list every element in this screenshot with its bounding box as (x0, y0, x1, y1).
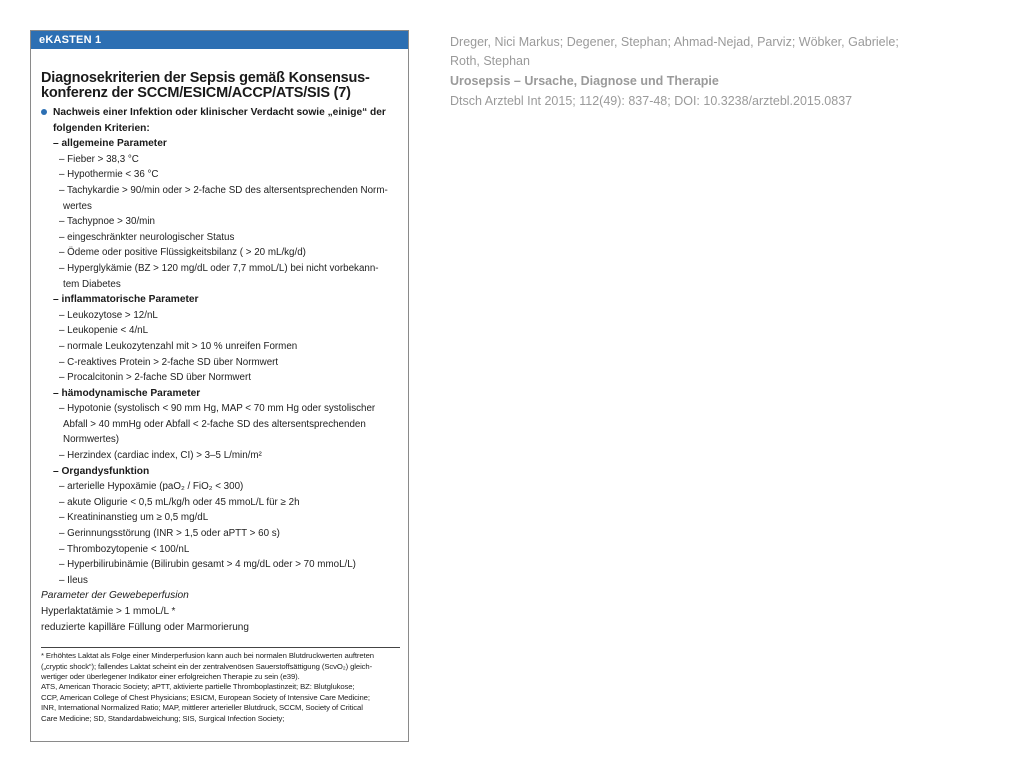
intro-line: Nachweis einer Infektion oder klinischer Verdacht sowie „einige“ der (53, 107, 386, 118)
footnote-line: wertiger oder überlegener Indikator einer erfolgreichen Therapie zu sein (e39). (41, 672, 300, 681)
citation-block (450, 33, 970, 111)
criterion-line: – arterielle Hypoxämie (paO₂ / FiO₂ < 300) (59, 481, 244, 493)
criterion-line: – akute Oligurie < 0,5 mL/kg/h oder 45 mmoL/L für ≥ 2h (59, 496, 300, 508)
footnote-line: INR, International Normalized Ratio; MAP, mittlerer arterieller Blutdruck, SCCM, Society of Critical (41, 703, 363, 713)
criterion-line: wertes (63, 200, 92, 212)
footnote-line: Care Medicine; SD, Standardabweichung; SIS, Surgical Infection Society; (41, 713, 285, 723)
intro-line: folgenden Kriterien: (53, 122, 150, 134)
criterion-line: – Hyperbilirubinämie (Bilirubin gesamt > 4 mg/dL oder > 70 mmoL/L) (59, 559, 356, 571)
criterion-line: – Herzindex (cardiac index, CI) > 3–5 L/min/m² (59, 450, 262, 462)
criterion-line: – Kreatininanstieg um ≥ 0,5 mg/dL (59, 512, 209, 524)
perfusion-line: Hyperlaktatämie > 1 mmoL/L * (41, 606, 176, 617)
document-body (31, 71, 408, 724)
ekasten-document (30, 30, 409, 742)
criterion-line: Abfall > 40 mmHg oder Abfall < 2-fache SD des altersentsprechenden (63, 418, 366, 430)
footnote-line: CCP, American College of Chest Physicians; ESICM, European Society of Intensive Care Medicine; (41, 692, 370, 702)
title-line: konferenz der SCCM/ESICM/ACCP/ATS/SIS (7) (41, 85, 351, 101)
document-title (41, 71, 400, 101)
perfusion-line: reduzierte kapilläre Füllung oder Marmorierung (41, 621, 249, 633)
citation-authors (450, 33, 970, 71)
criterion-line: – Leukozytose > 12/nL (59, 309, 158, 321)
intro-criteria (41, 105, 400, 136)
criterion-line: – Gerinnungsstörung (INR > 1,5 oder aPTT > 60 s) (59, 528, 280, 540)
authors-line: Roth, Stephan (450, 54, 530, 68)
document-header: eKASTEN 1 (31, 31, 408, 49)
perfusion-heading: Parameter der Gewebeperfusion (41, 590, 189, 602)
criterion-line: – Procalcitonin > 2-fache SD über Normwert (59, 372, 251, 384)
section-heading: – inflammatorische Parameter (53, 294, 199, 306)
citation-reference: Dtsch Arztebl Int 2015; 112(49): 837-48; DOI: 10.3238/arztebl.2015.0837 (450, 94, 853, 108)
criterion-line: – Tachykardie > 90/min oder > 2-fache SD des altersentsprechenden Norm- (59, 184, 388, 196)
authors-line: Dreger, Nici Markus; Degener, Stephan; Ahmad-Nejad, Parviz; Wöbker, Gabriele; (450, 35, 899, 49)
criterion-line: – Hypotonie (systolisch < 90 mm Hg, MAP < 70 mm Hg oder systolischer (59, 403, 376, 415)
bullet-icon (41, 109, 47, 115)
criterion-line: – Hyperglykämie (BZ > 120 mg/dL oder 7,7 mmoL/L) bei nicht vorbekann- (59, 262, 379, 274)
criterion-line: – Leukopenie < 4/nL (59, 325, 149, 337)
criterion-line: tem Diabetes (63, 278, 121, 290)
criterion-line: – normale Leukozytenzahl mit > 10 % unreifen Formen (59, 340, 298, 352)
section-heading: – allgemeine Parameter (53, 138, 167, 150)
footnote-divider (41, 647, 400, 648)
criterion-line: – Ödeme oder positive Flüssigkeitsbilanz ( > 20 mL/kg/d) (59, 247, 306, 259)
criterion-line: – Ileus (59, 574, 88, 586)
criterion-line: – eingeschränkter neurologischer Status (59, 231, 235, 243)
criterion-line: Normwertes) (63, 434, 120, 446)
section-heading: – Organdysfunktion (53, 465, 150, 477)
footnote-line: ATS, American Thoracic Society; aPTT, aktivierte partielle Thromboplastinzeit; BZ: Blutglukose; (41, 682, 355, 692)
criterion-line: – C-reaktives Protein > 2-fache SD über Normwert (59, 356, 279, 368)
criterion-line: – Thrombozytopenie < 100/nL (59, 543, 190, 555)
criterion-line: – Fieber > 38,3 °C (59, 153, 139, 165)
section-heading: – hämodynamische Parameter (53, 387, 201, 399)
footnote-line: * Erhöhtes Laktat als Folge einer Minderperfusion kann auch bei normalen Blutdruckwerten auftreten (41, 651, 374, 661)
criterion-line: – Tachypnoe > 30/min (59, 216, 155, 228)
criteria-sections (41, 136, 400, 588)
citation-title: Urosepsis – Ursache, Diagnose und Therapie (450, 74, 719, 88)
criterion-line: – Hypothermie < 36 °C (59, 169, 159, 181)
footnote-line: („cryptic shock“); fallendes Laktat scheint ein der zentralvenösen Sauerstoffsättigung (ScvO₂) gleich- (41, 661, 373, 671)
footnote (41, 651, 400, 724)
title-line: Diagnosekriterien der Sepsis gemäß Konsensus- (41, 70, 370, 86)
